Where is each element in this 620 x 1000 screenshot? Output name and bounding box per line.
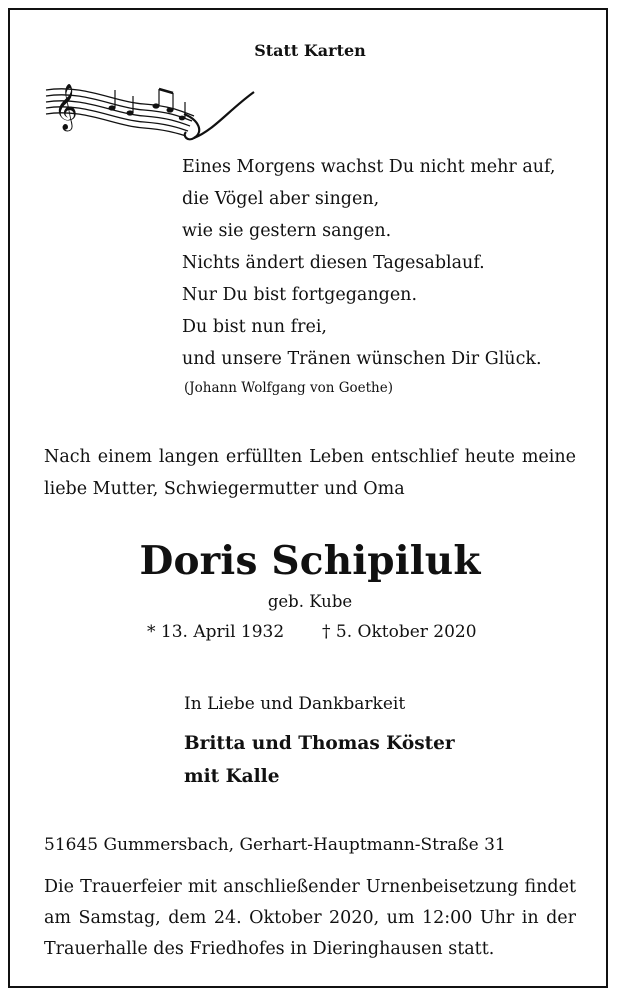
poem-line: und unsere Tränen wünschen Dir Glück. [182,349,542,369]
poem-line: wie sie gestern sangen. [182,221,392,241]
poem-line: Nur Du bist fortgegangen. [182,285,418,305]
poem-line: Nichts ändert diesen Tagesablauf. [182,253,485,273]
poem-author: (Johann Wolfgang von Goethe) [184,380,393,396]
mourner-name: mit Kalle [184,766,280,787]
service-text-line: Die Trauerfeier mit anschließender Urnenbeisetzung findet [44,877,576,897]
birth-date: * 13. April 1932 [147,622,285,642]
poem-line: die Vögel aber singen, [182,189,380,209]
poem-line: Du bist nun frei, [182,317,327,337]
death-date: † 5. Oktober 2020 [322,622,477,642]
music-staff-notes-icon [44,80,256,142]
poem-line: Eines Morgens wachst Du nicht mehr auf, [182,157,556,177]
intro-text-line: liebe Mutter, Schwiegermutter und Oma [44,479,405,499]
intro-text-line: Nach einem langen erfüllten Leben entschlief heute meine [44,447,576,467]
birth-name: geb. Kube [267,592,353,611]
address: 51645 Gummersbach, Gerhart-Hauptmann-Straße 31 [44,835,506,855]
deceased-name: Doris Schipiluk [139,538,481,584]
service-text-line: Trauerhalle des Friedhofes in Dieringhausen statt. [44,939,495,959]
mourner-name: Britta und Thomas Köster [184,733,455,754]
mourners-intro: In Liebe und Dankbarkeit [184,694,406,714]
service-text-line: am Samstag, dem 24. Oktober 2020, um 12:00 Uhr in der [44,908,576,928]
header-title: Statt Karten [254,41,366,60]
svg-text:𝄞: 𝄞 [54,84,78,130]
